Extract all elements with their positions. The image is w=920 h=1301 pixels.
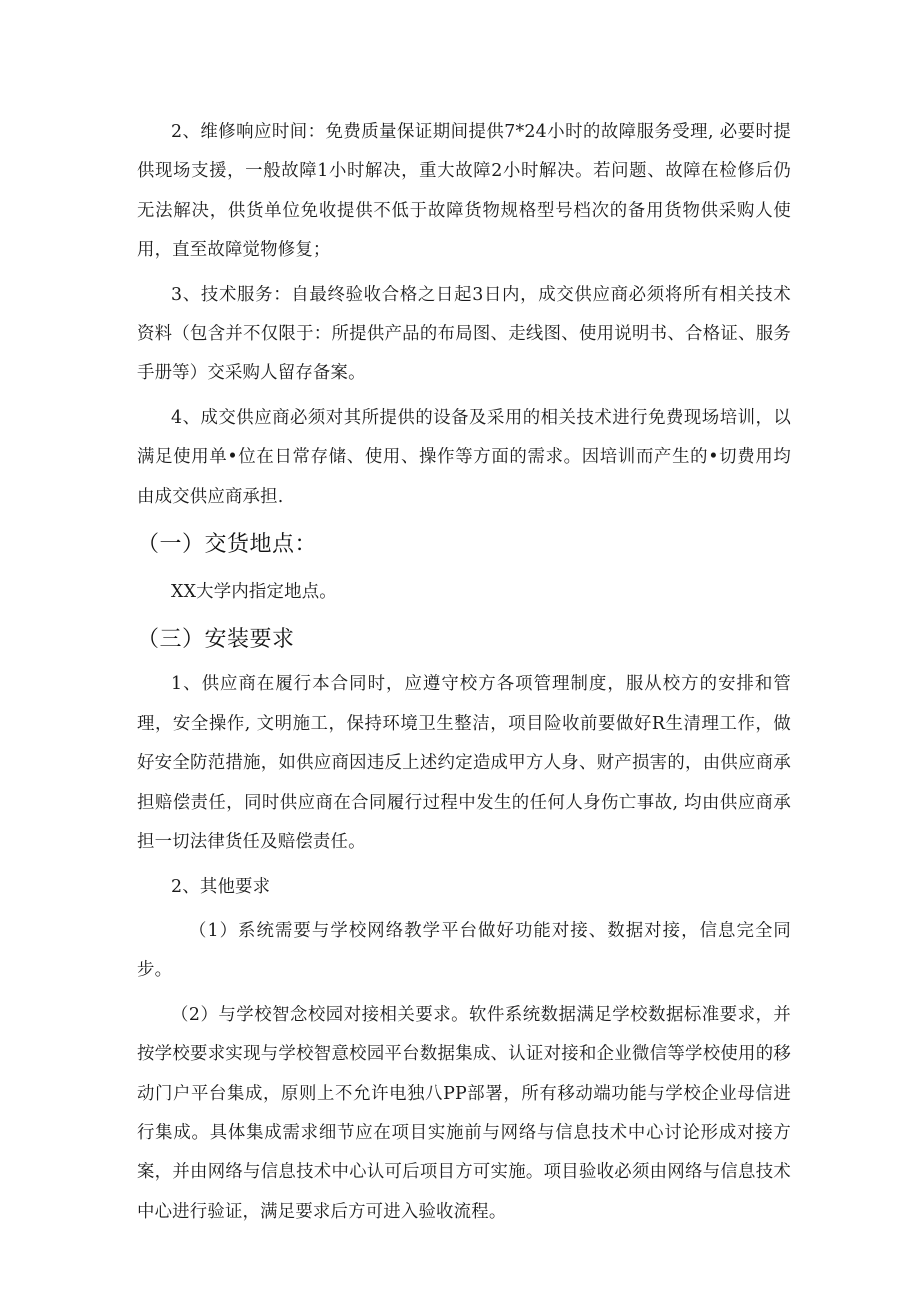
paragraph-training: 4、成交供应商必须对其所提供的设备及采用的相关技术进行免费现场培训，以满足使用单•位在日常存储、使用、操作等方面的需求。因培训而产生的•切费用均由成交供应商承担.: [137, 407, 791, 507]
heading-delivery-location: （一）交货地点：: [137, 532, 318, 558]
paragraph-technical-service: 3、技术服务：自最终验收合格之日起3日内，成交供应商必须将所有相关技术资料（包含并不仅限于：所提供产品的布局图、走线图、使用说明书、合格证、服务手册等）交采购人留存备案。: [137, 284, 791, 384]
paragraph-installation-item-1: 1、供应商在履行本合同时，应遵守校方各项管理制度，服从校方的安排和管理，安全操作, 文明施工，保持环境卫生整洁，项目险收前要做好R生清理工作，做好安全防范措施，如供应商因违反上述约定造成甲方人身、财产损害的，由供应商承担赔偿责任，同时供应商在合同履行过程中发生的任何人身伤亡事故, 均由供应商承担一切法律货任及赔偿责任。: [137, 674, 791, 853]
paragraph-maintenance-response: 2、维修响应时间：免费质量保证期间提供7*24小时的故障服务受理, 必要时提供现场支援，一般故障1小时解决，重大故障2小时解决。若问题、故障在检修后仍无法解决，供货单位免收提供不低于故障货物规格型号档次的备用货物供采购人使用，直至故障觉物修复；: [137, 122, 791, 261]
paragraph-delivery-location: XX大学内指定地点。: [171, 582, 337, 603]
document-body: [137, 113, 791, 1232]
paragraph-sub-requirement-2: （2）与学校智念校园对接相关要求。软件系统数据满足学校数据标准要求，并按学校要求实现与学校智意校园平台数据集成、认证对接和企业微信等学校使用的移动门户平台集成，原则上不允许电独八PP部署，所有移动端功能与学校企业母信进行集成。具体集成需求细节应在项目实施前与网络与信息技术中心讨论形成对接方案，并由网络与信息技术中心认可后项目方可实施。项目验收必须由网络与信息技术中心进行验证，满足要求后方可进入验收流程。: [137, 1004, 791, 1222]
paragraph-other-requirements: 2、其他要求: [171, 876, 271, 897]
heading-installation-requirements: （三）安装要求: [137, 627, 295, 653]
paragraph-sub-requirement-1: （1）系统需要与学校网络教学平台做好功能对接、数据对接，信息完全同步。: [137, 920, 791, 981]
